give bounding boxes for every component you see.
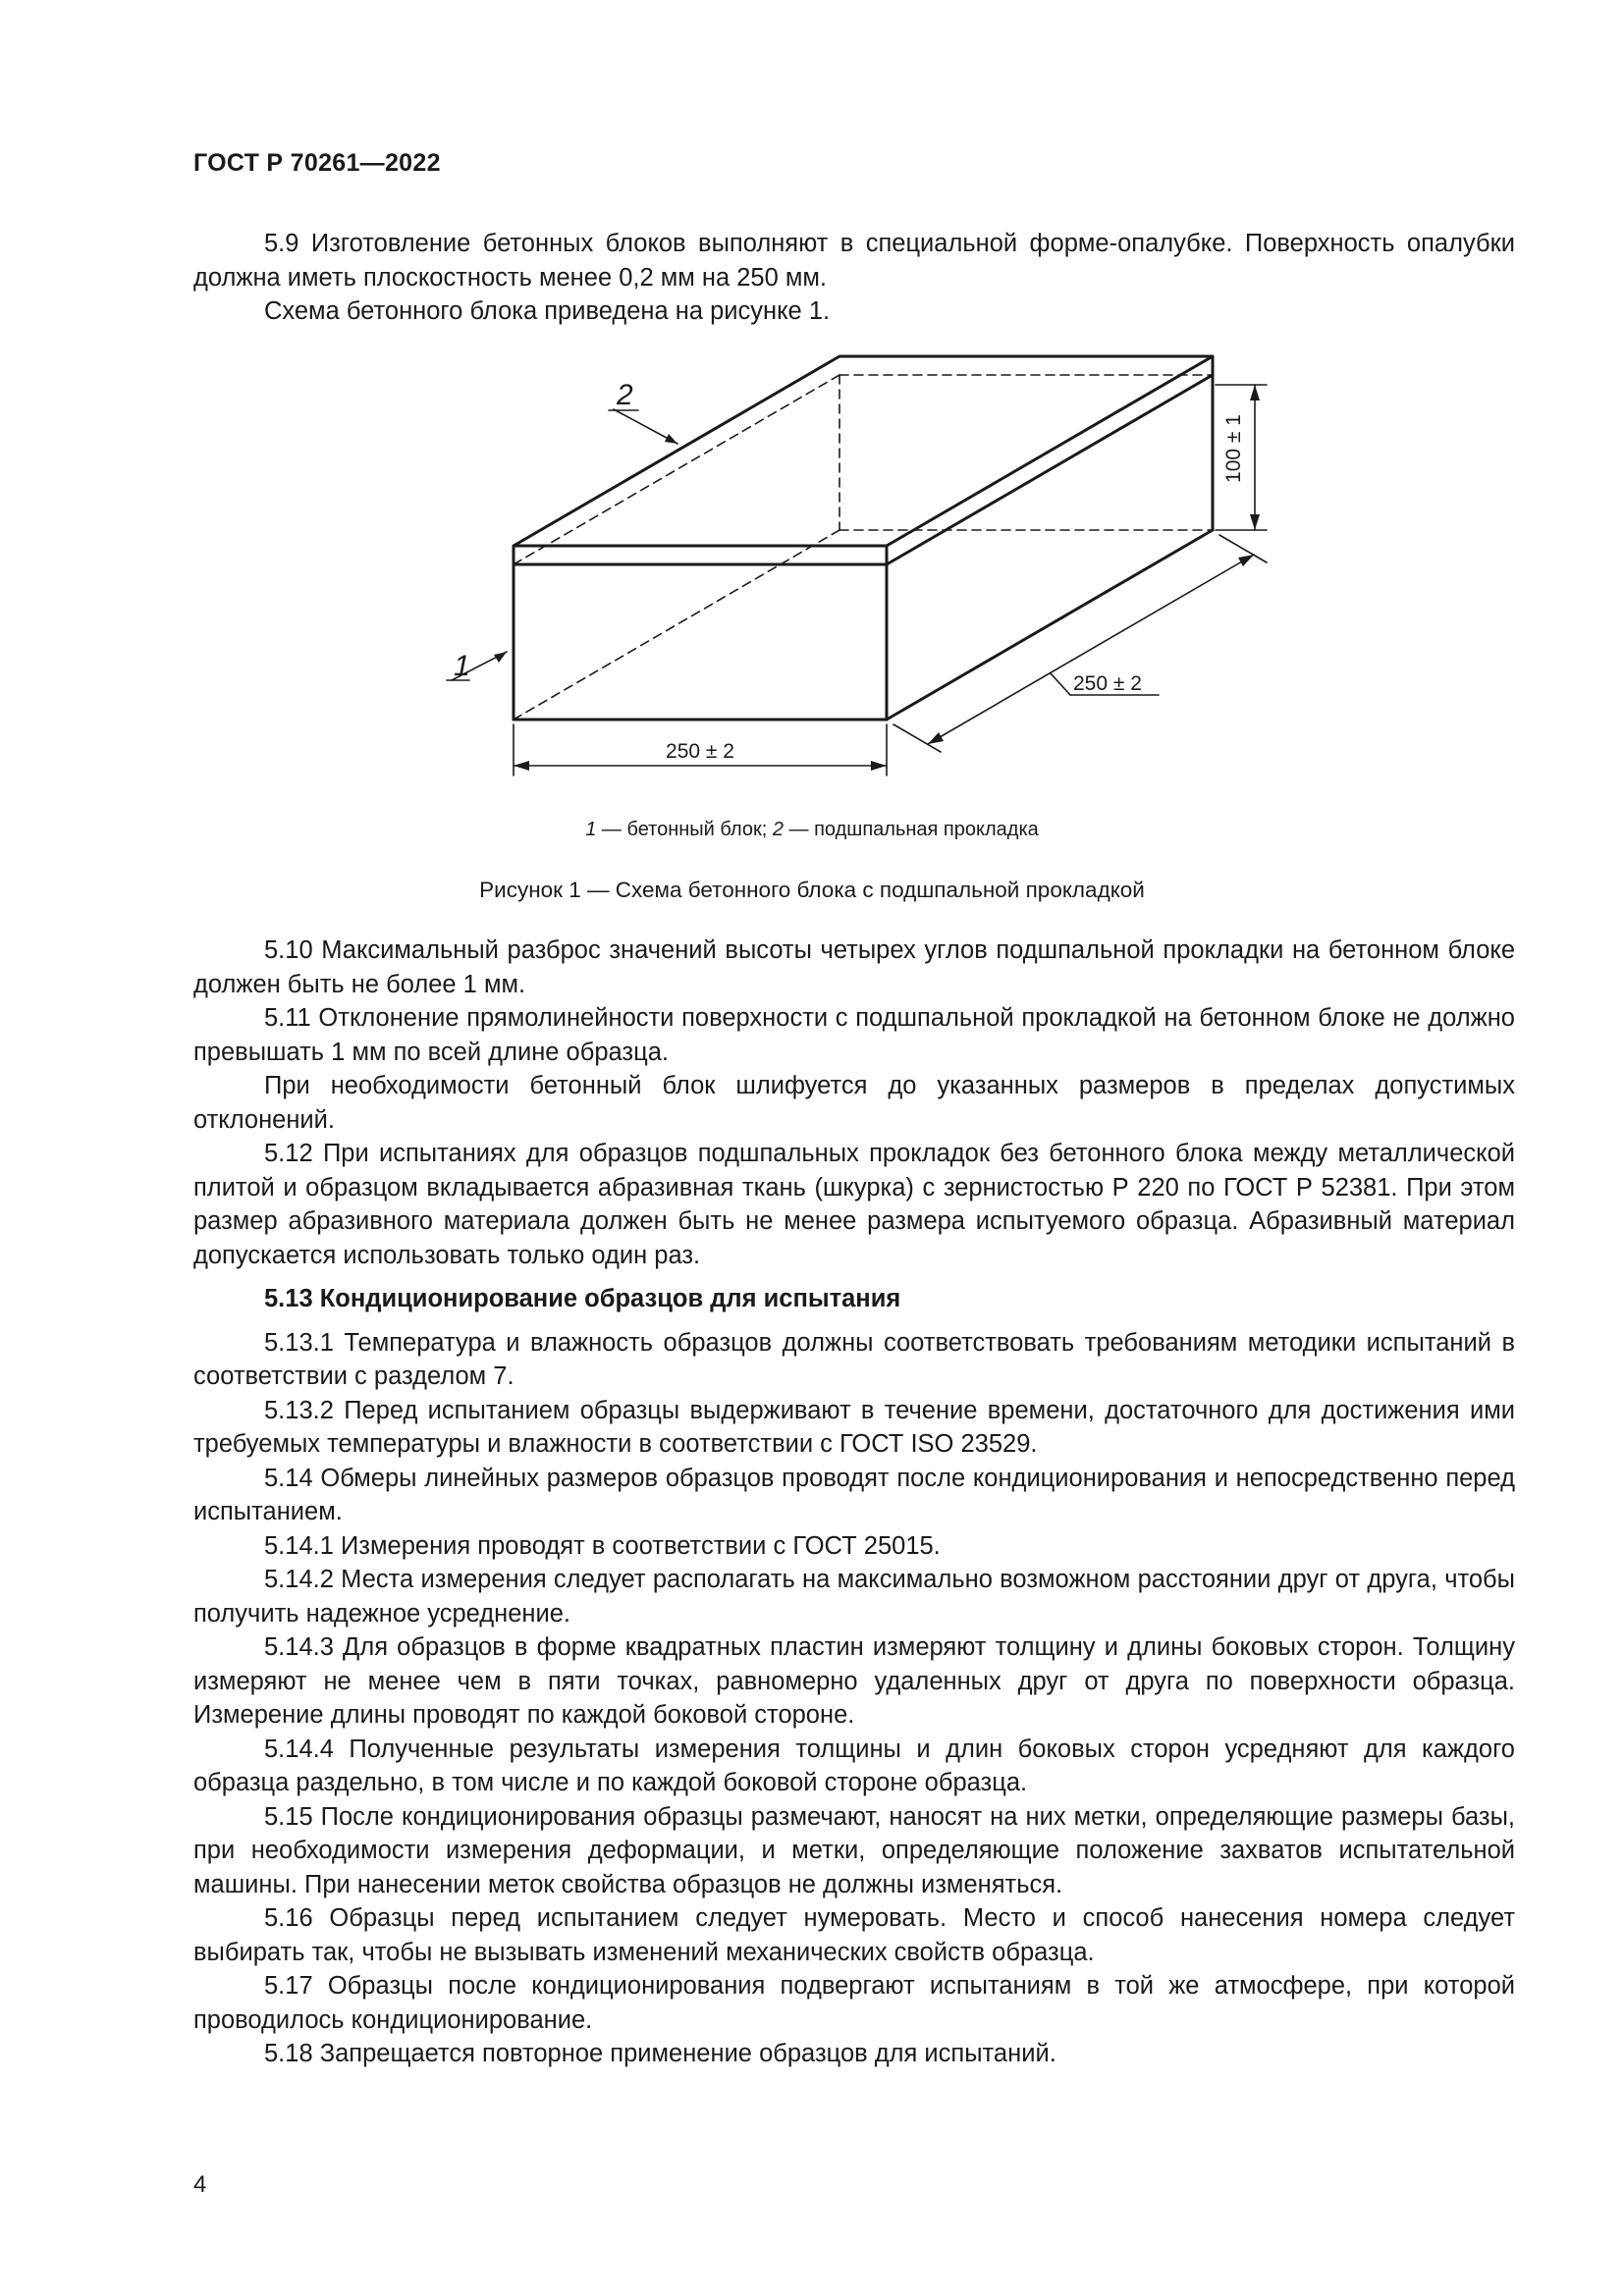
arrowheads: [494, 385, 1260, 771]
hidden-edge-bottom: [514, 530, 839, 720]
main-body: [193, 934, 1515, 2071]
paragraph-5-14-3: 5.14.3 Для образцов в форме квадратных пластин измеряют толщину и длины боковых сторон. Толщину измеряют не менее чем в пяти точках, равномерно удаленных друг от друга по поверхности образца. Измерение длины проводят по каждой боковой стороне.: [193, 1633, 1515, 1729]
page-number: 4: [193, 2171, 207, 2198]
paragraph-5-13-1: 5.13.1 Температура и влажность образцов должны соответствовать требованиям методики испытаний в соответствии с разделом 7.: [193, 1328, 1515, 1390]
depth-dimension-text: 250 ± 2: [1073, 672, 1142, 695]
paragraph-5-13-2: 5.13.2 Перед испытанием образцы выдерживают в течение времени, достаточного для достижения ими требуемых температуры и влажности в соответствии с ГОСТ ISO 23529.: [193, 1396, 1515, 1458]
legend-number-1: 1: [585, 819, 597, 840]
legend-text-2: — подшпальная прокладка: [783, 819, 1039, 840]
depth-dimension-line: [928, 555, 1254, 744]
paragraph-5-16: 5.16 Образцы перед испытанием следует нумеровать. Место и способ нанесения номера следует выбирать так, чтобы не вызывать изменений механических свойств образца.: [193, 1904, 1515, 1966]
paragraph-5-14-2: 5.14.2 Места измерения следует располагать на максимально возможном расстоянии друг от друга, чтобы получить надежное усреднение.: [193, 1566, 1515, 1628]
paragraph-5-18: 5.18 Запрещается повторное применение образцов для испытаний.: [264, 2040, 1056, 2067]
paragraph-5-12: 5.12 При испытаниях для образцов подшпальных прокладок без бетонного блока между металлической плитой и образцом вкладывается абразивная ткань (шкурка) с зернистостью Р 220 по ГОСТ Р 52381. При этом размер абразивного материала должен быть не менее размера испытуемого образца. Абразивный материал допускается использовать только один раз.: [193, 1140, 1515, 1269]
width-dimension-text: 250 ± 2: [666, 740, 734, 763]
paragraph-5-11: 5.11 Отклонение прямолинейности поверхности с подшпальной прокладкой на бетонном блоке не должно превышать 1 мм по всей длине образца.: [193, 1004, 1515, 1066]
legend-text-1: — бетонный блок;: [596, 819, 773, 840]
paragraph-5-10: 5.10 Максимальный разброс значений высоты четырех углов подшпальной прокладки на бетонном блоке должен быть не более 1 мм.: [193, 936, 1515, 998]
concrete-block-figure: [0, 334, 1624, 795]
paragraph-5-11-note: При необходимости бетонный блок шлифуется до указанных размеров в пределах допустимых отклонений.: [193, 1072, 1515, 1134]
paragraph-5-14-1: 5.14.1 Измерения проводят в соответствии с ГОСТ 25015.: [264, 1531, 941, 1560]
paragraph-5-14: 5.14 Обмеры линейных размеров образцов проводят после кондиционирования и непосредственно перед испытанием.: [193, 1464, 1515, 1525]
paragraph-5-14-4: 5.14.4 Полученные результаты измерения толщины и длин боковых сторон усредняют для каждого образца раздельно, в том числе и по каждой боковой стороне образца.: [193, 1735, 1515, 1796]
paragraph-5-9: 5.9 Изготовление бетонных блоков выполняют в специальной форме-опалубке. Поверхность опалубки должна иметь плоскостность менее 0,2 мм на 250 мм.: [193, 230, 1515, 292]
side-bottom-edge: [887, 530, 1213, 720]
figure-label-2: 2: [617, 379, 633, 411]
pad-side-line: [887, 375, 1213, 564]
paragraph-5-15: 5.15 После кондиционирования образцы размечают, наносят на них метки, определяющие размеры базы, при необходимости измерения деформации, и метки, определяющие положение захватов испытательной машины. При нанесении меток свойства образцов не должны изменяться.: [193, 1802, 1515, 1898]
intro-section: [193, 227, 1515, 329]
figure-caption: Рисунок 1 — Схема бетонного блока с подшпальной прокладкой: [479, 878, 1145, 902]
section-heading-5-13: 5.13 Кондиционирование образцов для испытания: [264, 1285, 901, 1312]
figure-legend: [0, 819, 1624, 841]
dimension-lines: [447, 385, 1267, 775]
paragraph-5-17: 5.17 Образцы после кондиционирования подвергают испытаниям в той же атмосфере, при которой проводилось кондиционирование.: [193, 1972, 1515, 2034]
depth-leader: [1051, 673, 1070, 695]
legend-number-2: 2: [772, 819, 784, 840]
figure-label-1: 1: [454, 650, 470, 682]
height-dimension-text: 100 ± 1: [1222, 414, 1245, 483]
paragraph-figure-ref: Схема бетонного блока приведена на рисунке 1.: [264, 297, 831, 325]
document-header: ГОСТ Р 70261—2022: [193, 149, 441, 177]
hidden-edge-pad-left: [514, 375, 839, 564]
